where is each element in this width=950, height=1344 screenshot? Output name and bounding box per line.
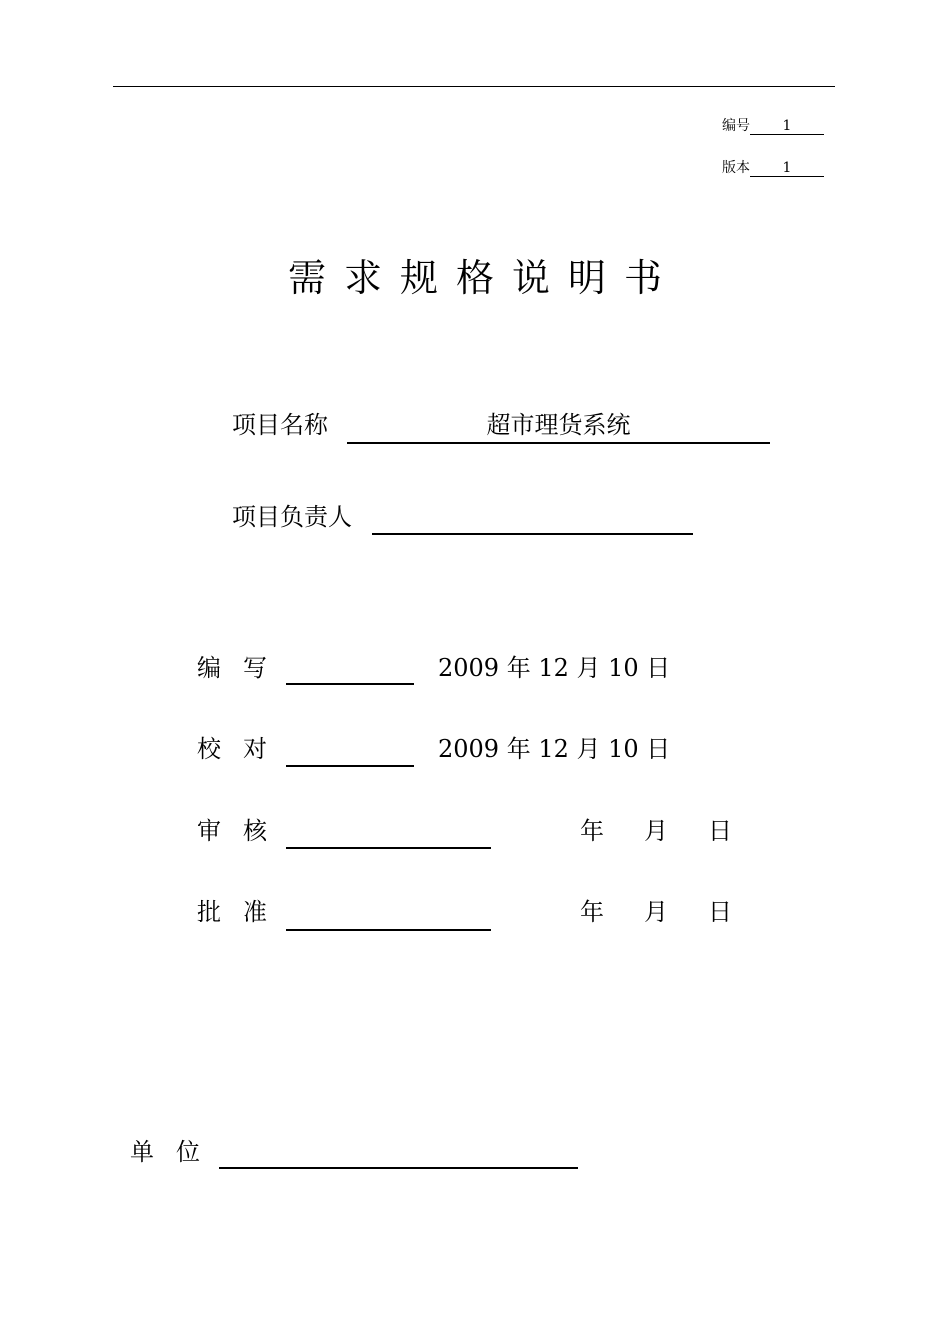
project-name-label: 项目名称 [232, 411, 328, 439]
signoff-review-underline[interactable] [286, 847, 491, 849]
project-name-value[interactable]: 超市理货系统 [486, 411, 631, 439]
signoff-label-proof: 校对 [197, 735, 289, 763]
version-row [722, 160, 824, 177]
signoff-review-day: 日 [708, 817, 732, 845]
signoff-label-write: 编写 [197, 654, 289, 682]
document-title: 需求规格说明书 [287, 256, 680, 300]
signoff-review-year: 年 [580, 817, 604, 845]
version-label: 版本 [722, 160, 750, 176]
signoff-proof-underline[interactable] [286, 765, 414, 767]
signoff-review-month: 月 [644, 817, 668, 845]
signoff-proof-date: 2009 年 12 月 10 日 [438, 735, 671, 763]
version-value[interactable]: 1 [750, 160, 824, 177]
signoff-approve-month: 月 [644, 898, 668, 926]
signoff-approve-underline[interactable] [286, 929, 491, 931]
signoff-approve-day: 日 [708, 898, 732, 926]
project-lead-underline [372, 533, 693, 535]
unit-label: 单位 [130, 1138, 222, 1166]
signoff-label-approve: 批准 [197, 898, 289, 926]
project-lead-label: 项目负责人 [232, 503, 352, 531]
signoff-label-review: 审核 [197, 817, 289, 845]
unit-underline [219, 1167, 578, 1169]
signoff-write-date: 2009 年 12 月 10 日 [438, 654, 671, 682]
doc-number-row [722, 118, 824, 135]
doc-number-label: 编号 [722, 118, 750, 134]
project-name-underline [347, 442, 770, 444]
doc-number-value[interactable]: 1 [750, 118, 824, 135]
signoff-write-underline[interactable] [286, 683, 414, 685]
signoff-approve-year: 年 [580, 898, 604, 926]
header-rule [113, 86, 835, 87]
